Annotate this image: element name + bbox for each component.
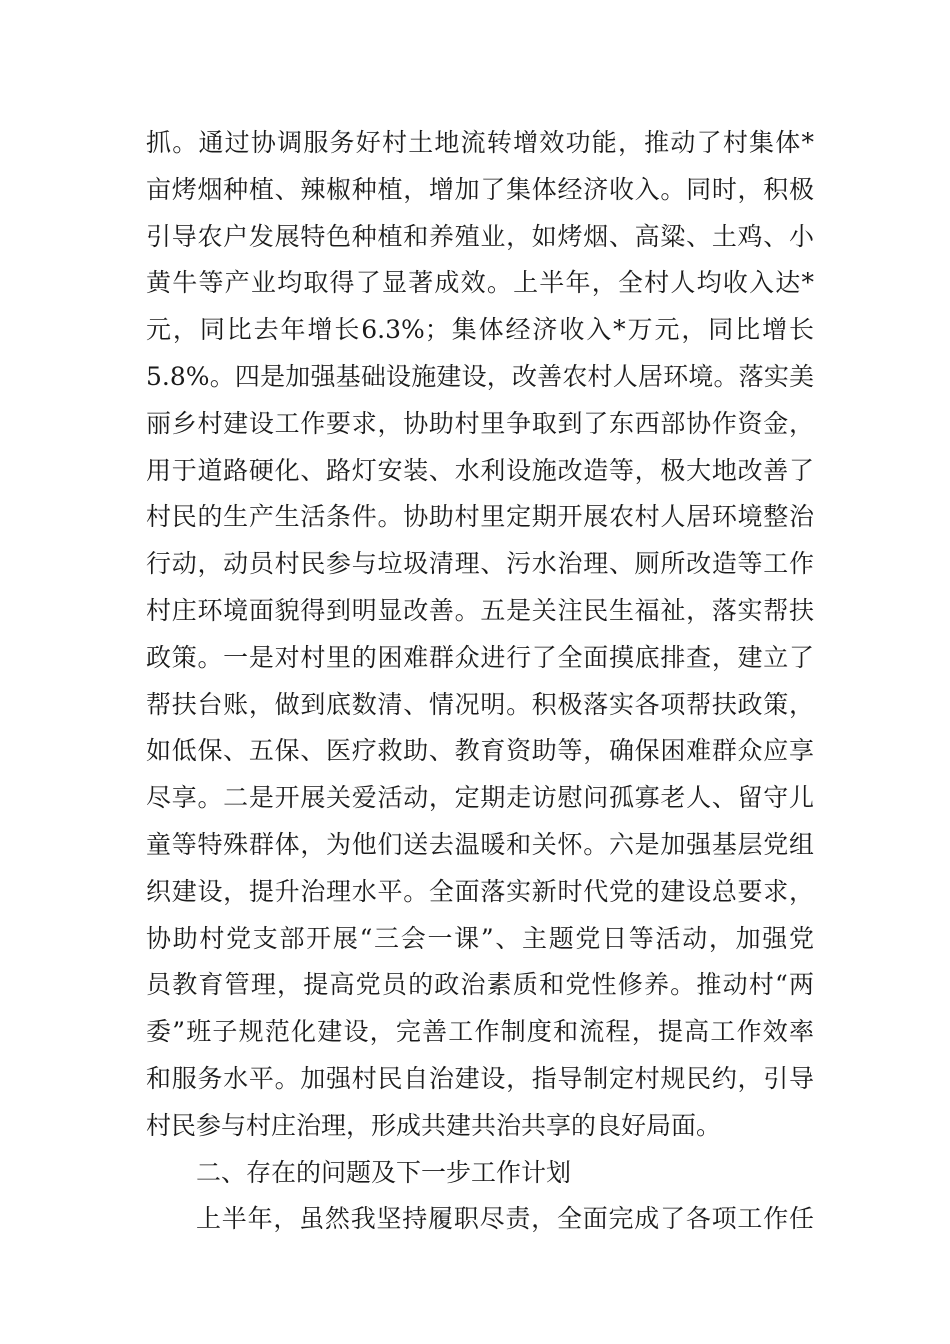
paragraph-line: 行动，动员村民参与垃圾清理、污水治理、厕所改造等工作 bbox=[146, 549, 814, 579]
paragraph-line: 亩烤烟种植、辣椒种植，增加了集体经济收入。同时，积极 bbox=[146, 174, 814, 204]
paragraph-line: 抓。通过协调服务好村土地流转增效功能，推动了村集体* bbox=[146, 128, 814, 157]
paragraph-line: 织建设，提升治理水平。全面落实新时代党的建设总要求， bbox=[146, 876, 814, 906]
paragraph-line: 黄牛等产业均取得了显著成效。上半年，全村人均收入达* bbox=[146, 268, 814, 298]
section-heading: 二、存在的问题及下一步工作计划 bbox=[196, 1157, 572, 1187]
paragraph-line: 童等特殊群体，为他们送去温暖和关怀。六是加强基层党组 bbox=[146, 829, 814, 859]
paragraph-line: 村庄环境面貌得到明显改善。五是关注民生福祉，落实帮扶 bbox=[146, 595, 814, 625]
paragraph-line: 村民的生产生活条件。协助村里定期开展农村人居环境整治 bbox=[146, 502, 814, 532]
paragraph-line: 协助村党支部开展“三会一课”、主题党日等活动，加强党 bbox=[146, 923, 814, 953]
paragraph-line: 员教育管理，提高党员的政治素质和党性修养。推动村“两 bbox=[146, 970, 814, 1000]
paragraph-line-last: 村民参与村庄治理，形成共建共治共享的良好局面。 bbox=[146, 1110, 722, 1140]
paragraph-line: 和服务水平。加强村民自治建设，指导制定村规民约，引导 bbox=[146, 1063, 814, 1093]
paragraph-line: 如低保、五保、医疗救助、教育资助等，确保困难群众应享 bbox=[146, 736, 814, 766]
paragraph-line: 丽乡村建设工作要求，协助村里争取到了东西部协作资金， bbox=[146, 408, 814, 438]
closing-line: 上半年，虽然我坚持履职尽责，全面完成了各项工作任 bbox=[196, 1204, 814, 1234]
paragraph-line: 5.8%。四是加强基础设施建设，改善农村人居环境。落实美 bbox=[146, 361, 814, 391]
paragraph-line: 尽享。二是开展关爱活动，定期走访慰问孤寡老人、留守儿 bbox=[146, 783, 814, 813]
paragraph-line: 帮扶台账，做到底数清、情况明。积极落实各项帮扶政策， bbox=[146, 689, 814, 719]
paragraph-line: 用于道路硬化、路灯安装、水利设施改造等，极大地改善了 bbox=[146, 455, 814, 485]
paragraph-line: 委”班子规范化建设，完善工作制度和流程，提高工作效率 bbox=[146, 1017, 814, 1047]
paragraph-line: 元，同比去年增长6.3%；集体经济收入*万元，同比增长 bbox=[146, 315, 814, 345]
paragraph-line: 引导农户发展特色种植和养殖业，如烤烟、高粱、土鸡、小 bbox=[146, 221, 814, 251]
paragraph-line: 政策。一是对村里的困难群众进行了全面摸底排查，建立了 bbox=[146, 642, 814, 672]
body-text bbox=[146, 120, 814, 1243]
